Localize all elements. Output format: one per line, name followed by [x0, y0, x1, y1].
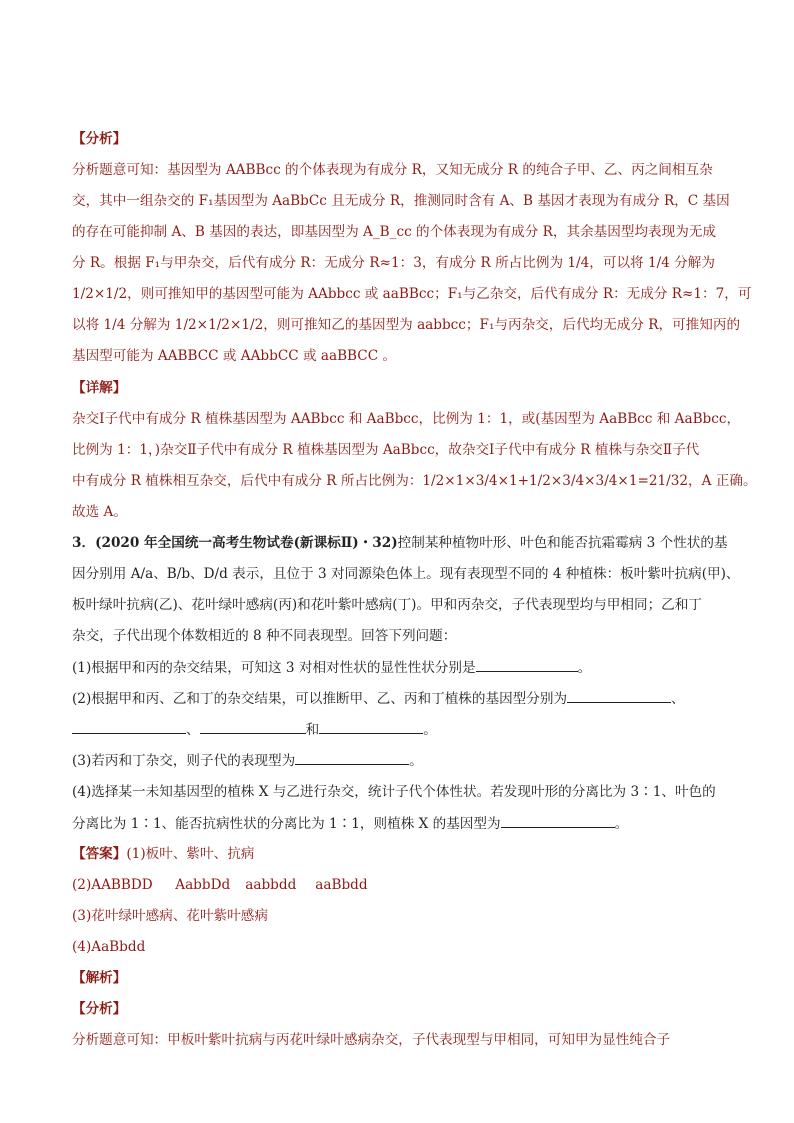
genotype-yi: AabbDd — [175, 877, 231, 893]
detail-heading: 【详解】 — [72, 380, 127, 396]
detail-line: 故选 A。 — [72, 504, 127, 520]
sub-question-1: (1)根据甲和丙的杂交结果，可知这 3 对相对性状的显性性状分别是 。 — [72, 657, 732, 678]
genotype-jia: AABBDD — [91, 877, 153, 893]
explanation-analysis-line: 分析题意可知：甲板叶紫叶抗病与丙花叶绿叶感病杂交，子代表现型与甲相同，可知甲为显性纯合子 — [72, 1032, 671, 1048]
analysis-line: 分析题意可知：基因型为 AABBcc 的个体表现为有成分 R，又知无成分 R 的纯合子甲、乙、丙之间相互杂 — [72, 162, 713, 178]
genotype-bing: aabbdd — [245, 877, 297, 893]
analysis-line: 交，其中一组杂交的 F₁基因型为 AaBbCc 且无成分 R，推测同时含有 A、B 基因才表现为有成分 R，C 基因 — [72, 193, 730, 209]
answer-line-2: (2)AABBDD AabbDd aabbdd aaBbdd — [72, 877, 368, 893]
sub-question-4: 分离比为 1∶1、能否抗病性状的分离比为 1∶1，则植株 X 的基因型为 。 — [72, 813, 732, 834]
question-number: 3． — [72, 535, 96, 551]
question-stem: 控制某种植物叶形、叶色和能否抗霜霉病 3 个性状的基 — [397, 535, 728, 551]
answer-blank[interactable] — [476, 657, 578, 672]
answer-blank[interactable] — [295, 750, 409, 765]
sub-question-4-line: (4)选择某一未知基因型的植株 X 与乙进行杂交，统计子代个体性状。若发现叶形的分离比为 3∶1、叶色的 — [72, 784, 716, 800]
question-stem-line: 板叶绿叶抗病(乙)、花叶绿叶感病(丙)和花叶紫叶感病(丁)。甲和丙杂交，子代表现型均与甲相同；乙和丁 — [72, 597, 702, 613]
explanation-heading: 【解析】 — [72, 970, 127, 986]
analysis-heading: 【分析】 — [72, 131, 127, 147]
detail-line: 杂交Ⅰ子代中有成分 R 植株基因型为 AABbcc 和 AaBbcc，比例为 1：1，或(基因型为 AaBBcc 和 AaBbcc， — [72, 411, 741, 427]
answer-line-3: (3)花叶绿叶感病、花叶紫叶感病 — [72, 908, 268, 924]
question-3-first-line — [72, 533, 732, 553]
sub-question-2: (2)根据甲和丙、乙和丁的杂交结果，可以推断甲、乙、丙和丁植株的基因型分别为 、 — [72, 688, 732, 709]
detail-line: 比例为 1：1，)杂交Ⅱ子代中有成分 R 植株基因型为 AaBbcc，故杂交Ⅰ子代中有成分 R 植株与杂交Ⅱ子代 — [72, 442, 700, 458]
analysis-line: 的存在可能抑制 A、B 基因的表达，即基因型为 A_B_cc 的个体表现为有成分 R，其余基因型均表现为无成 — [72, 224, 717, 240]
analysis-line: 1/2×1/2，则可推知甲的基因型可能为 AAbbcc 或 aaBBcc；F₁与乙杂交，后代有成分 R：无成分 R≈1：7，可 — [72, 286, 752, 302]
analysis-line: 基因型可能为 AABBCC 或 AAbbCC 或 aaBBCC 。 — [72, 348, 397, 364]
answer-line-1: 【答案】(1)板叶、紫叶、抗病 — [72, 846, 255, 862]
sub-question-3: (3)若丙和丁杂交，则子代的表现型为 。 — [72, 750, 732, 771]
detail-line: 中有成分 R 植株相互杂交，后代中有成分 R 所占比例为：1/2×1×3/4×1+1/2×3/4×3/4×1=21/32，A 正确。 — [72, 473, 757, 489]
answer-blank[interactable] — [72, 719, 186, 734]
question-stem-line: 杂交，子代出现个体数相近的 8 种不同表现型。回答下列问题： — [72, 628, 457, 644]
question-source: (2020 年全国统一高考生物试卷(新课标Ⅱ)・32) — [95, 535, 398, 551]
question-stem-line: 因分别用 A/a、B/b、D/d 表示，且位于 3 对同源染色体上。现有表现型不同的 4 种植株：板叶紫叶抗病(甲)、 — [72, 566, 740, 582]
answer-line-4: (4)AaBbdd — [72, 939, 146, 955]
answer-heading: 【答案】 — [72, 846, 127, 862]
sub-question-2-continued: 、 和 。 — [72, 719, 732, 740]
answer-blank[interactable] — [319, 719, 423, 734]
answer-blank[interactable] — [200, 719, 306, 734]
explanation-analysis-heading: 【分析】 — [72, 1001, 127, 1017]
genotype-ding: aaBbdd — [315, 877, 368, 893]
answer-blank[interactable] — [567, 688, 671, 703]
analysis-line: 以将 1/4 分解为 1/2×1/2×1/2，则可推知乙的基因型为 aabbcc；F₁与丙杂交，后代均无成分 R，可推知丙的 — [72, 317, 741, 333]
analysis-line: 分 R。根据 F₁与甲杂交，后代有成分 R：无成分 R≈1：3，有成分 R 所占比例为 1/4，可以将 1/4 分解为 — [72, 255, 715, 271]
answer-blank[interactable] — [501, 813, 615, 828]
